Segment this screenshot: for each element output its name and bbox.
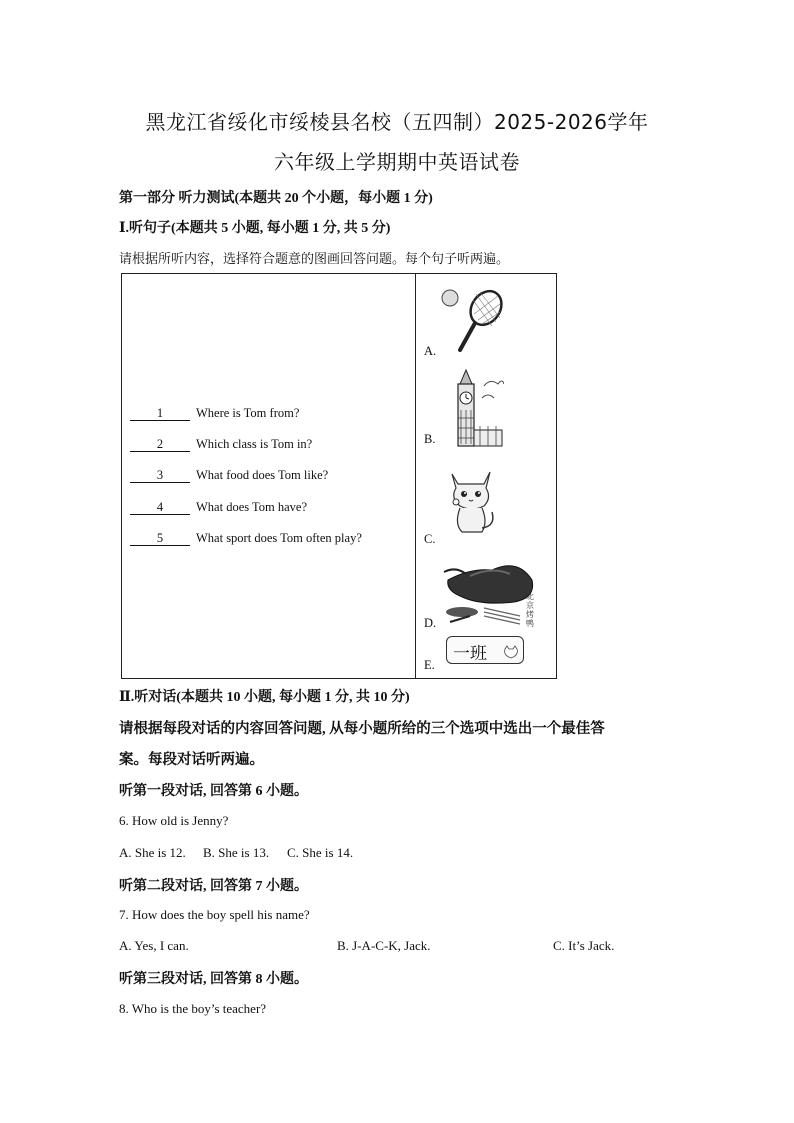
listening-table <box>121 273 557 679</box>
part1-heading: 第一部分 听力测试(本题共 20 个小题，每小题 1 分) <box>119 191 433 206</box>
option-a-label: A. <box>424 344 437 358</box>
section1-instruction: 请根据所听内容，选择符合题意的图画回答问题。每个句子听两遍。 <box>119 251 510 266</box>
answer-blank-4[interactable]: 4 <box>130 500 190 515</box>
section1-heading: Ⅰ.听句子(本题共 5 小题, 每小题 1 分, 共 5 分) <box>119 221 391 236</box>
answer-blank-5[interactable]: 5 <box>130 531 190 546</box>
question-1-text: Where is Tom from? <box>196 406 300 420</box>
q8-question: 8. Who is the boy’s teacher? <box>119 1001 267 1016</box>
roast-duck-icon <box>440 550 540 630</box>
dialog2-heading: 听第二段对话, 回答第 7 小题。 <box>119 879 308 894</box>
answer-blank-2[interactable]: 2 <box>130 437 190 452</box>
q7-option-b[interactable]: B. J-A-C-K, Jack. <box>337 938 431 953</box>
q6-option-a[interactable]: A. She is 12. <box>119 845 186 860</box>
answer-blank-1[interactable]: 1 <box>130 406 190 421</box>
cat-doodle-icon <box>503 645 519 659</box>
q7-option-a[interactable]: A. Yes, I can. <box>119 938 189 953</box>
q6-option-c[interactable]: C. She is 14. <box>287 845 354 860</box>
question-3 <box>130 468 328 483</box>
option-e-label: E. <box>424 658 435 672</box>
option-b-label: B. <box>424 432 436 446</box>
dialog3-heading: 听第三段对话, 回答第 8 小题。 <box>119 972 308 987</box>
section2-heading: Ⅱ.听对话(本题共 10 小题, 每小题 1 分, 共 10 分) <box>119 690 410 705</box>
questions-cell <box>122 274 416 679</box>
class-sign-text: 一班 <box>453 644 487 664</box>
class-one-sign-icon <box>446 636 524 664</box>
big-ben-icon <box>444 368 504 448</box>
dialog1-heading: 听第一段对话, 回答第 6 小题。 <box>119 784 308 799</box>
section2-instruction-line-1: 请根据每段对话的内容回答问题, 从每小题所给的三个选项中选出一个最佳答 <box>119 721 605 737</box>
tennis-racket-icon <box>440 284 510 356</box>
option-d-label: D. <box>424 616 437 630</box>
q7-question: 7. How does the boy spell his name? <box>119 907 310 922</box>
question-2-text: Which class is Tom in? <box>196 437 313 451</box>
document-title-line-1: 黑龙江省绥化市绥棱县名校（五四制）2025-2026学年 <box>145 110 649 134</box>
question-5 <box>130 531 362 546</box>
question-1 <box>130 406 299 421</box>
section2-instruction-line-2: 案。每段对话听两遍。 <box>119 752 264 768</box>
roast-duck-caption: 北京烤鸭 <box>526 592 534 628</box>
question-5-text: What sport does Tom often play? <box>196 531 362 545</box>
question-4 <box>130 500 307 515</box>
q6-option-b[interactable]: B. She is 13. <box>203 845 270 860</box>
question-4-text: What does Tom have? <box>196 500 308 514</box>
pictures-cell <box>416 274 557 679</box>
question-3-text: What food does Tom like? <box>196 468 329 482</box>
document-title-line-2: 六年级上学期期中英语试卷 <box>274 150 520 174</box>
cat-icon <box>444 466 500 538</box>
q6-question: 6. How old is Jenny? <box>119 813 229 828</box>
option-c-label: C. <box>424 532 436 546</box>
question-2 <box>130 437 312 452</box>
answer-blank-3[interactable]: 3 <box>130 468 190 483</box>
q7-option-c[interactable]: C. It’s Jack. <box>553 938 615 953</box>
